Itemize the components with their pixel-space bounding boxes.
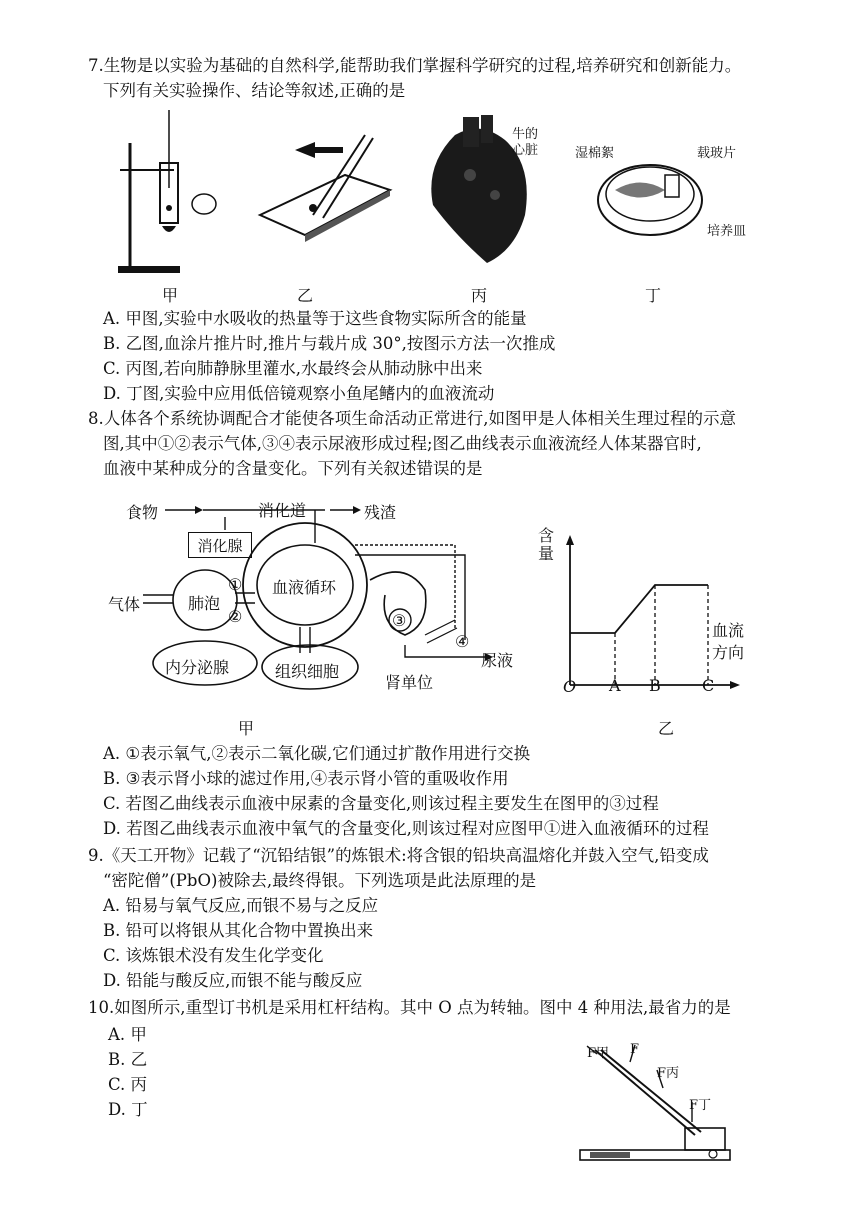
q8-gas-label: 气体	[108, 595, 141, 614]
q8-gland-box: 消化腺	[188, 532, 252, 558]
q8-stem-line3: 血液中某种成分的含量变化。下列有关叙述错误的是	[103, 459, 483, 478]
q10-force-bing: F丙	[657, 1066, 680, 1081]
q7-label-bing: 丙	[471, 286, 488, 305]
q10-stem: 10.如图所示,重型订书机是采用杠杆结构。其中 O 点为转轴。图中 4 种用法,最省力的是	[88, 998, 731, 1017]
q8-stem-line1: 8.人体各个系统协调配合才能使各项生命活动正常进行,如图甲是人体相关生理过程的示意	[88, 409, 736, 428]
q10-force-yi: F	[630, 1042, 640, 1057]
q7-option-a: A. 甲图,实验中水吸收的热量等于这些食物实际所含的能量	[103, 309, 527, 328]
q7-label-ding: 丁	[645, 286, 662, 305]
q9-option-d: D. 铅能与酸反应,而银不能与酸反应	[103, 971, 363, 990]
q8-tissue-label: 组织细胞	[275, 662, 340, 681]
q8-chart-tick-c: C	[702, 676, 715, 695]
q8-stem-line2: 图,其中①②表示气体,③④表示尿液形成过程;图乙曲线表示血液流经人体某器官时,	[103, 434, 702, 453]
q10-option-b: B. 乙	[108, 1050, 148, 1069]
q8-num4: ④	[455, 632, 470, 651]
q7-fig-jia	[112, 108, 222, 278]
q10-option-c: C. 丙	[108, 1075, 148, 1094]
q8-option-d: D. 若图乙曲线表示血液中氧气的含量变化,则该过程对应图甲①进入血液循环的过程	[103, 819, 709, 838]
q8-food-label: 食物	[126, 503, 159, 522]
q10-option-a: A. 甲	[108, 1025, 147, 1044]
q8-option-a: A. ①表示氧气,②表示二氧化碳,它们通过扩散作用进行交换	[103, 744, 531, 763]
q9-stem-line1: 9.《天工开物》记载了“沉铅结银”的炼银术:将含银的铅块高温熔化并鼓入空气,铅变成	[88, 846, 709, 865]
q7-option-d: D. 丁图,实验中应用低倍镜观察小鱼尾鳍内的血液流动	[103, 384, 495, 403]
q8-tract-label: 消化道	[258, 501, 307, 520]
q7-stem-line2: 下列有关实验操作、结论等叙述,正确的是	[103, 81, 406, 100]
q10-force-jia: F甲	[587, 1046, 610, 1061]
q7-ding-cotton: 湿棉絮	[575, 146, 615, 161]
q7-ding-dish: 培养皿	[707, 224, 747, 239]
q10-force-ding: F丁	[689, 1098, 712, 1113]
q8-residue-label: 残渣	[364, 503, 397, 522]
q8-nephron-label: 肾单位	[385, 673, 434, 692]
q7-label-jia: 甲	[162, 286, 179, 305]
q8-chart-origin: O	[563, 677, 577, 696]
q8-caption-jia: 甲	[238, 719, 255, 738]
q8-alveoli-label: 肺泡	[188, 594, 221, 613]
q7-ding-slide: 载玻片	[697, 146, 737, 161]
q8-option-c: C. 若图乙曲线表示血液中尿素的含量变化,则该过程主要发生在图甲的③过程	[103, 794, 659, 813]
q10-option-d: D. 丁	[108, 1100, 148, 1119]
q9-option-c: C. 该炼银术没有发生化学变化	[103, 946, 324, 965]
q7-label-yi: 乙	[297, 286, 314, 305]
q8-caption-yi: 乙	[658, 719, 675, 738]
q7-option-c: C. 丙图,若向肺静脉里灌水,水最终会从肺动脉中出来	[103, 359, 483, 378]
q8-circ-label: 血液循环	[272, 578, 337, 597]
q8-endocrine-label: 内分泌腺	[165, 658, 230, 677]
q7-heart-label-2: 心脏	[512, 143, 539, 158]
q7-stem-line1: 7.生物是以实验为基础的自然科学,能帮助我们掌握科学研究的过程,培养研究和创新能力。	[88, 56, 742, 75]
q9-stem-line2: “密陀僧”(PbO)被除去,最终得银。下列选项是此法原理的是	[103, 871, 537, 890]
q7-fig-yi	[255, 130, 395, 250]
q9-option-b: B. 铅可以将银从其化合物中置换出来	[103, 921, 374, 940]
q8-urine-label: 尿液	[481, 651, 514, 670]
q8-chart-tick-a: A	[609, 676, 621, 695]
q7-fig-ding	[595, 150, 715, 240]
q8-chart-tick-b: B	[649, 676, 661, 695]
q8-chart-svg	[560, 530, 740, 700]
q7-option-b: B. 乙图,血涂片推片时,推片与载片成 30°,按图示方法一次推成	[103, 334, 556, 353]
q8-num3: ③	[392, 611, 407, 630]
q7-heart-label-1: 牛的	[512, 127, 539, 142]
q8-chart-ylabel: 含量	[538, 526, 555, 563]
q8-num1: ①	[228, 575, 243, 594]
q8-option-b: B. ③表示肾小球的滤过作用,④表示肾小管的重吸收作用	[103, 769, 509, 788]
q8-num2: ②	[228, 607, 243, 626]
q8-chart-xlabel: 血流方向	[712, 621, 745, 662]
q9-option-a: A. 铅易与氧气反应,而银不易与之反应	[103, 896, 379, 915]
